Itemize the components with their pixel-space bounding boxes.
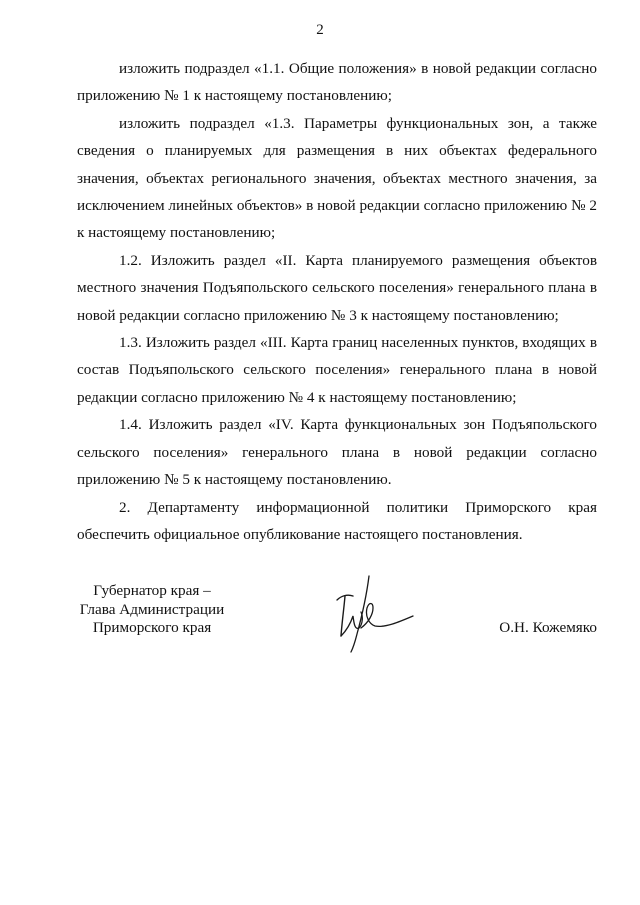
paragraph-subsection-1-3: изложить подраздел «1.3. Параметры функциональных зон, а также сведения о планируемых для размещения в них объектах федерального значения, объектах регионального значения, объектах местного значения, за исключением линейных объектов» в новой редакции согласно приложению № 2 к настоящему постановлению; — [77, 114, 597, 242]
handwritten-signature-icon — [317, 572, 417, 654]
signatory-title-line: Глава Администрации — [79, 600, 225, 618]
signatory-title-line: Губернатор края – — [93, 582, 211, 599]
signature-block — [77, 582, 597, 662]
paragraph-item-1-2: 1.2. Изложить раздел «II. Карта планируемого размещения объектов местного значения Подъяпольского сельского поселения» генерального плана в новой редакции согласно приложению № 3 к настоящему постановлению; — [77, 251, 597, 324]
paragraph-item-1-3: 1.3. Изложить раздел «III. Карта границ населенных пунктов, входящих в состав Подъяпольского сельского поселения» генерального плана в новой редакции согласно приложению № 4 к настоящему постановлению; — [77, 334, 597, 406]
page-number: 2 — [316, 22, 324, 38]
signatory-name: О.Н. Кожемяко — [499, 619, 597, 636]
signatory-title — [77, 582, 227, 638]
document-body — [77, 55, 597, 548]
signatory-title-line: Приморского края — [92, 619, 212, 636]
paragraph-item-1-4: 1.4. Изложить раздел «IV. Карта функциональных зон Подъяпольского сельского поселения» генерального плана в новой редакции согласно приложению № 5 к настоящему постановлению. — [77, 416, 597, 489]
paragraph-subsection-1-1: изложить подраздел «1.1. Общие положения» в новой редакции согласно приложению № 1 к настоящему постановлению; — [77, 60, 597, 105]
paragraph-item-2: 2. Департаменту информационной политики Приморского края обеспечить официальное опубликование настоящего постановления. — [77, 498, 597, 543]
